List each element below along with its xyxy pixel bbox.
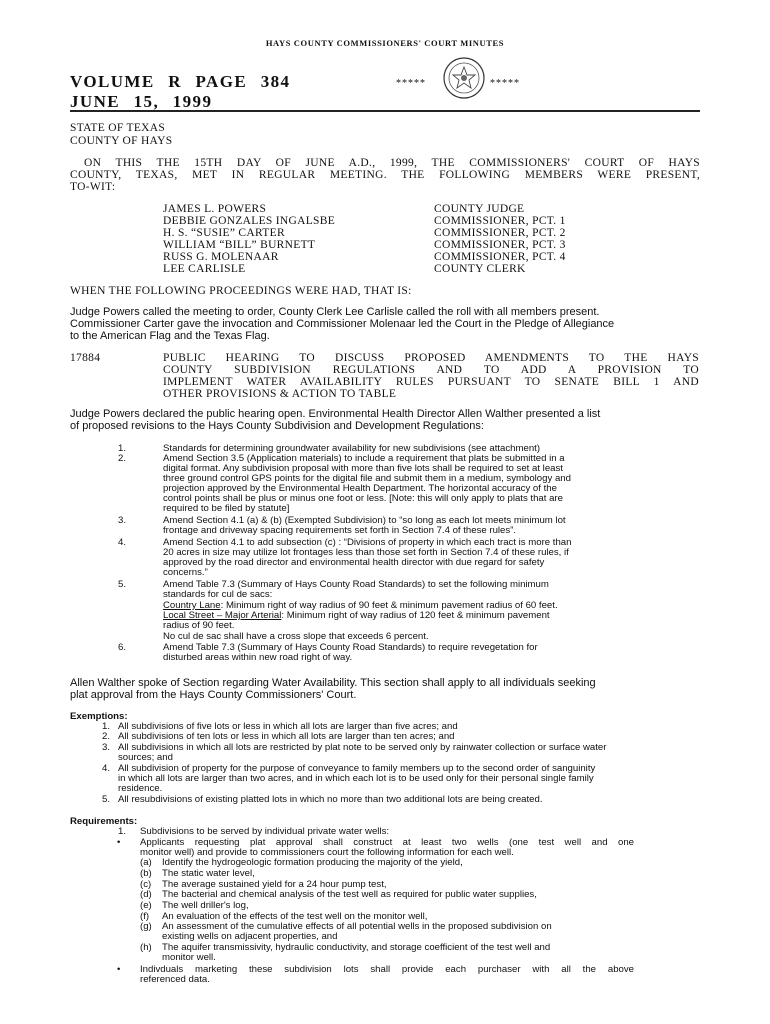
sub-item-line: The static water level, xyxy=(162,868,255,879)
member-title: COUNTY JUDGE xyxy=(434,203,525,215)
stars-right: ***** xyxy=(490,78,520,89)
revision-line: concerns.” xyxy=(163,567,208,578)
member-name: H. S. “SUSIE” CARTER xyxy=(163,227,285,239)
sub-item-number: (c) xyxy=(140,879,152,890)
hearing-line: of proposed revisions to the Hays County Subdivision and Development Regulations: xyxy=(70,420,484,432)
exemption-line: residence. xyxy=(118,783,163,794)
requirement-line: Indivduals marketing these subdivision lots shall provide each purchaser with all the above xyxy=(140,964,634,975)
requirement-line: Subdivisions to be served by individual private water wells: xyxy=(140,826,390,837)
exemption-number: 4. xyxy=(101,763,110,774)
member-title: COUNTY CLERK xyxy=(434,263,526,275)
revision-number: 2. xyxy=(117,453,126,464)
revision-number: 4. xyxy=(117,537,126,548)
opening-line-1: ON THIS THE 15TH DAY OF JUNE A.D., 1999, THE COMMISSIONERS' COURT OF HAYS xyxy=(84,157,700,169)
sub-item-line: monitor well. xyxy=(162,952,216,963)
opening-paragraph-line: Judge Powers called the meeting to order, County Clerk Lee Carlisle called the roll with all members present. xyxy=(70,306,600,318)
bullet-icon: • xyxy=(117,837,121,848)
sub-item-number: (g) xyxy=(140,921,152,932)
sub-item-line: existing wells on adjacent properties, and xyxy=(162,931,338,942)
sub-item-number: (a) xyxy=(140,857,152,868)
sub-item-line: The aquifer transmissivity, hydraulic conductivity, and storage coefficient of the test well and xyxy=(162,942,551,953)
exemption-line: sources; and xyxy=(118,752,173,763)
opening-line-2: COUNTY, TEXAS, MET IN REGULAR MEETING. THE FOLLOWING MEMBERS WERE PRESENT, xyxy=(70,169,700,181)
revision-line: projection approved by the Environmental Health Department. The horizontal accuracy of the xyxy=(163,483,557,494)
requirements-heading: Requirements: xyxy=(70,816,138,827)
revision-line: Amend Section 4.1 (a) & (b) (Exempted Subdivision) to “so long as each lot meets minimum lot xyxy=(163,515,566,526)
revision-line: required to be filed by statute] xyxy=(163,503,290,514)
opening-paragraph-line: to the American Flag and the Texas Flag. xyxy=(70,330,270,342)
revision-line: Amend Section 4.1 to add subsection (c) : “Divisions of property in which each tract is more than xyxy=(163,537,572,548)
exemption-number: 1. xyxy=(101,721,110,732)
sub-item-number: (h) xyxy=(140,942,152,953)
sub-item-line: An evaluation of the effects of the test well on the monitor well, xyxy=(162,911,428,922)
revision-line: Amend Section 3.5 (Application materials) to include a requirement that plats be submitted in a xyxy=(163,453,565,464)
exemption-line: All resubdivisions of existing platted lots in which no more than two additional lots are being created. xyxy=(118,794,543,805)
member-name: JAMES L. POWERS xyxy=(163,203,267,215)
exemption-line: All subdivisions of five lots or less in which all lots are larger than five acres; and xyxy=(118,721,458,732)
requirement-line: Applicants requesting plat approval shall construct at least two wells (one test well and one xyxy=(140,837,634,848)
sub-item-line: An assessment of the cumulative effects of all potential wells in the proposed subdivision on xyxy=(162,921,552,932)
member-name: RUSS G. MOLENAAR xyxy=(163,251,279,263)
member-name: WILLIAM “BILL” BURNETT xyxy=(163,239,316,251)
revision-number: 5. xyxy=(117,579,126,590)
opening-paragraph-line: Commissioner Carter gave the invocation and Commissioner Molenaar led the Court in the Pledge of Allegiance xyxy=(70,318,615,330)
local-street-cont: radius of 90 feet. xyxy=(163,620,235,631)
county-seal-icon xyxy=(442,56,486,100)
country-lane-label: Country Lane xyxy=(163,600,221,611)
country-lane-text: : Minimum right of way radius of 90 feet & minimum pavement radius of 60 feet. xyxy=(220,600,558,611)
revision-number: 6. xyxy=(117,642,126,653)
bullet-icon: • xyxy=(117,964,121,975)
water-line: plat approval from the Hays County Commissioners' Court. xyxy=(70,689,357,701)
revision-line: 20 acres in size may utilize lot frontages less than those set forth in Section 7.4 of these rules, if xyxy=(163,547,569,558)
exemption-line: in which all lots are larger than two acres, and in which each lot is to be used only for their personal single family xyxy=(118,773,594,784)
exemption-line: All subdivisions in which all lots are restricted by plat note to be served only by rainwater collection or surface water xyxy=(118,742,607,753)
member-names xyxy=(163,203,335,275)
volume-page: VOLUME R PAGE 384 xyxy=(70,72,291,91)
revision-line: Amend Table 7.3 (Summary of Hays County Road Standards) to set the following minimum xyxy=(163,579,549,590)
sub-item-line: The well driller's log, xyxy=(162,900,249,911)
revision-line: frontage and driveway spacing requirements set forth in Section 7.4 of these rules”. xyxy=(163,525,517,536)
member-title: COMMISSIONER, PCT. 2 xyxy=(434,227,566,239)
member-titles xyxy=(434,203,566,275)
sub-item-line: The average sustained yield for a 24 hour pump test, xyxy=(162,879,387,890)
sub-item-number: (b) xyxy=(140,868,152,879)
revision-line: standards for cul de sacs: xyxy=(163,589,273,600)
revision-line: Amend Table 7.3 (Summary of Hays County Road Standards) to require revegetation for xyxy=(163,642,538,653)
cross-slope-line: No cul de sac shall have a cross slope that exceeds 6 percent. xyxy=(163,631,429,642)
member-name: DEBBIE GONZALES INGALSBE xyxy=(163,215,336,227)
running-head: HAYS COUNTY COMMISSIONERS' COURT MINUTES xyxy=(265,38,505,48)
sub-item-number: (f) xyxy=(140,911,150,922)
item-title-line: OTHER PROVISIONS & ACTION TO TABLE xyxy=(163,388,397,400)
sub-item-line: Identify the hydrogeologic formation producing the majority of the yield, xyxy=(162,857,463,868)
meeting-date: JUNE 15, 1999 xyxy=(70,92,213,111)
requirement-line: referenced data. xyxy=(140,974,210,985)
exemption-number: 2. xyxy=(101,731,110,742)
state-line: STATE OF TEXAS xyxy=(70,122,166,134)
exemption-number: 5. xyxy=(101,794,110,805)
local-street-text: : Minimum right of way radius of 120 feet & minimum pavement xyxy=(281,610,550,621)
member-name: LEE CARLISLE xyxy=(163,263,246,275)
item-title-line: IMPLEMENT WATER AVAILABILITY RULES PURSUANT TO SENATE BILL 1 AND xyxy=(163,376,699,388)
sub-item-number: (e) xyxy=(140,900,152,911)
exemptions-heading: Exemptions: xyxy=(70,711,128,722)
water-line: Allen Walther spoke of Section regarding Water Availability. This section shall apply to all individuals seeking xyxy=(70,677,596,689)
opening-line-3: TO-WIT: xyxy=(70,181,116,193)
revision-number: 3. xyxy=(117,515,126,526)
header-rule xyxy=(70,110,700,112)
item-title-line: PUBLIC HEARING TO DISCUSS PROPOSED AMENDMENTS TO THE HAYS xyxy=(163,352,699,364)
revision-line: control points shall be plus or minus one foot or less. [Note: this will only apply to plats that are xyxy=(163,493,563,504)
exemption-number: 3. xyxy=(101,742,110,753)
item-title-line: COUNTY SUBDIVISION REGULATIONS AND TO ADD A PROVISION TO xyxy=(163,364,699,376)
exemption-line: All subdivision of property for the purpose of conveyance to family members up to the second order of sanguinity xyxy=(118,763,596,774)
member-title: COMMISSIONER, PCT. 3 xyxy=(434,239,566,251)
stars-left: ***** xyxy=(396,78,426,89)
sub-item-line: The bacterial and chemical analysis of the test well as required for public water supplies, xyxy=(162,889,537,900)
local-street-label: Local Street – Major Arterial xyxy=(163,610,282,621)
sub-item-number: (d) xyxy=(140,889,152,900)
requirement-line: monitor well) and provide to commissioners court the following information for each well. xyxy=(140,847,514,858)
proceedings-heading: WHEN THE FOLLOWING PROCEEDINGS WERE HAD, THAT IS: xyxy=(70,285,412,297)
requirement-number: 1. xyxy=(117,826,126,837)
hearing-line: Judge Powers declared the public hearing open. Environmental Health Director Allen Walther presented a list xyxy=(70,408,601,420)
revision-line: digital format. Any subdivision proposal with more than five lots shall be required to set at least xyxy=(163,463,563,474)
item-number: 17884 xyxy=(70,352,101,364)
revision-line: Standards for determining groundwater availability for new subdivisions (see attachment) xyxy=(163,443,541,454)
exemption-line: All subdivisions of ten lots or less in which all lots are larger than ten acres; and xyxy=(118,731,455,742)
revision-number: 1. xyxy=(117,443,126,454)
member-title: COMMISSIONER, PCT. 4 xyxy=(434,251,566,263)
revision-line: three ground control GPS points for the digital file and submit them in a medium, symbology and xyxy=(163,473,571,484)
revision-line: disturbed areas within new road right of way. xyxy=(163,652,353,663)
revision-line: approved by the road director and environmental health director with due regard for safety xyxy=(163,557,545,568)
county-line: COUNTY OF HAYS xyxy=(70,135,173,147)
member-title: COMMISSIONER, PCT. 1 xyxy=(434,215,566,227)
